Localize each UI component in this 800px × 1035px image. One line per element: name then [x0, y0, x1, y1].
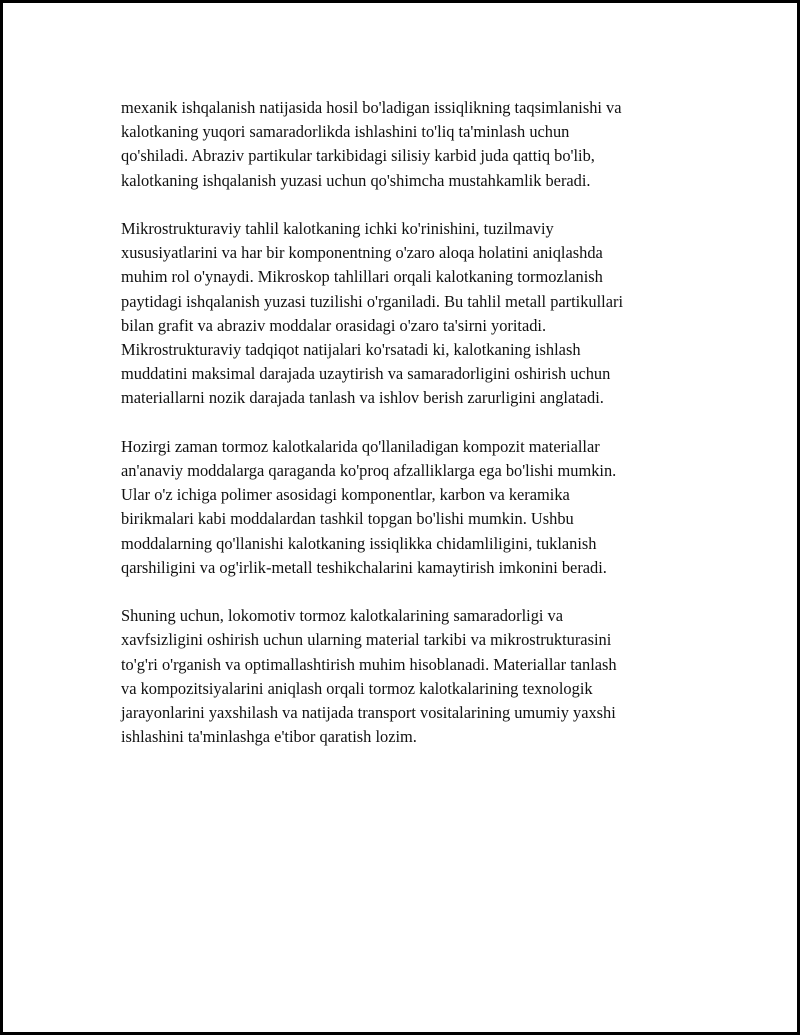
paragraph-1: [121, 96, 691, 193]
text-line: an'anaviy moddalarga qaraganda ko'proq afzalliklarga ega bo'lishi mumkin.: [121, 461, 617, 481]
text-line: va kompozitsiyalarini aniqlash orqali tormoz kalotkalarining texnologik: [121, 678, 593, 698]
text-line: Hozirgi zaman tormoz kalotkalarida qo'llaniladigan kompozit materiallar: [121, 436, 600, 456]
text-line: ishlashini ta'minlashga e'tibor qaratish lozim.: [121, 727, 417, 747]
paragraph-3: [121, 435, 691, 580]
text-line: mexanik ishqalanish natijasida hosil bo'ladigan issiqlikning taqsimlanishi va: [121, 98, 622, 117]
paragraph-4: [121, 604, 691, 749]
text-line: kalotkaning yuqori samaradorlikda ishlashini to'liq ta'minlash uchun: [121, 122, 570, 142]
text-line: birikmalari kabi moddalardan tashkil topgan bo'lishi mumkin. Ushbu: [121, 509, 574, 529]
paragraph-2: [121, 217, 691, 411]
text-line: xususiyatlarini va har bir komponentning o'zaro aloqa holatini aniqlashda: [121, 243, 603, 263]
text-line: bilan grafit va abraziv moddalar orasidagi o'zaro ta'sirni yoritadi.: [121, 315, 547, 335]
text-line: Mikrostrukturaviy tadqiqot natijalari ko'rsatadi ki, kalotkaning ishlash: [121, 340, 581, 360]
text-line: to'g'ri o'rganish va optimallashtirish muhim hisoblanadi. Materiallar tanlash: [121, 654, 617, 674]
text-line: xavfsizligini oshirish uchun ularning material tarkibi va mikrostrukturasini: [121, 630, 612, 650]
text-line: Mikrostrukturaviy tahlil kalotkaning ichki ko'rinishini, tuzilmaviy: [121, 219, 554, 238]
text-line: paytidagi ishqalanish yuzasi tuzilishi o'rganiladi. Bu tahlil metall partikullari: [121, 291, 624, 311]
text-line: jarayonlarini yaxshilash va natijada transport vositalarining umumiy yaxshi: [121, 703, 616, 723]
text-line: muddatini maksimal darajada uzaytirish va samaradorligini oshirish uchun: [121, 364, 611, 384]
text-line: muhim rol o'ynaydi. Mikroskop tahlillari orqali kalotkaning tormozlanish: [121, 267, 603, 287]
text-line: materiallarni nozik darajada tanlash va ishlov berish zarurligini anglatadi.: [121, 388, 604, 408]
text-line: moddalarning qo'llanishi kalotkaning issiqlikka chidamliligini, tuklanish: [121, 533, 597, 553]
text-line: qarshiligini va og'irlik-metall teshikchalarini kamaytirish imkonini beradi.: [121, 557, 607, 577]
text-line: qo'shiladi. Abraziv partikular tarkibidagi silisiy karbid juda qattiq bo'lib,: [121, 146, 595, 166]
document-body: [121, 96, 691, 774]
text-line: Ular o'z ichiga polimer asosidagi komponentlar, karbon va keramika: [121, 485, 570, 505]
text-line: Shuning uchun, lokomotiv tormoz kalotkalarining samaradorligi va: [121, 606, 564, 626]
text-line: kalotkaning ishqalanish yuzasi uchun qo'shimcha mustahkamlik beradi.: [121, 170, 591, 190]
